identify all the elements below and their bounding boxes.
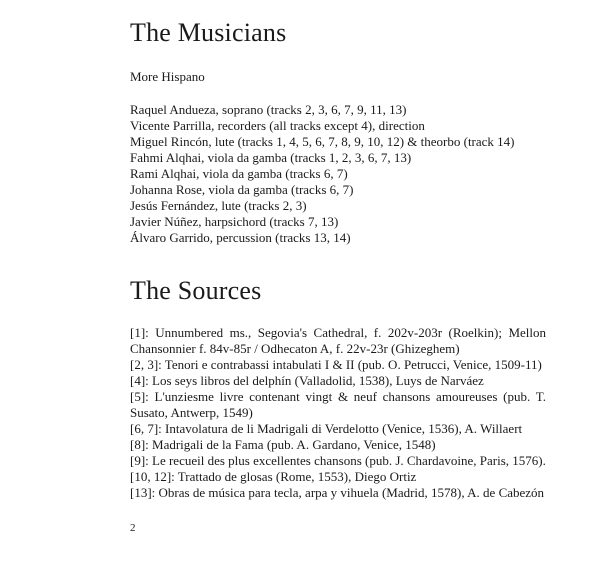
musician-entry: Rami Alqhai, viola da gamba (tracks 6, 7)	[130, 166, 348, 181]
musician-entry: Raquel Andueza, soprano (tracks 2, 3, 6, 7, 9, 11, 13)	[130, 102, 407, 117]
source-entry: [2, 3]: Tenori e contrabassi intabulati I & II (pub. O. Petrucci, Venice, 1509-11)	[130, 357, 542, 372]
source-entry: [1]: Unnumbered ms., Segovia's Cathedral, f. 202v-203r (Roelkin); Mellon Chansonnier f. 84v-85r / Odhecaton A, f. 22v-23r (Ghizeghem)	[130, 325, 546, 356]
page-number: 2	[130, 522, 136, 534]
source-entry: [5]: L'unziesme livre contenant vingt & neuf chansons amoureuses (pub. T. Susato, Antwerp, 1549)	[130, 389, 546, 420]
musician-entry: Miguel Rincón, lute (tracks 1, 4, 5, 6, 7, 8, 9, 10, 12) & theorbo (track 14)	[130, 134, 515, 149]
sources-heading: The Sources	[130, 276, 262, 305]
musicians-list	[130, 102, 515, 246]
source-entry: [6, 7]: Intavolatura de li Madrigali di Verdelotto (Venice, 1536), A. Willaert	[130, 421, 523, 436]
source-entry: [4]: Los seys libros del delphín (Valladolid, 1538), Luys de Narváez	[130, 373, 484, 388]
source-entry: [9]: Le recueil des plus excellentes chansons (pub. J. Chardavoine, Paris, 1576).	[130, 453, 546, 468]
source-entry: [10, 12]: Trattado de glosas (Rome, 1553), Diego Ortiz	[130, 469, 417, 484]
musician-entry: Álvaro Garrido, percussion (tracks 13, 14)	[130, 230, 351, 245]
musicians-heading: The Musicians	[130, 18, 287, 47]
sources-list	[130, 325, 546, 501]
musician-entry: Javier Núñez, harpsichord (tracks 7, 13)	[130, 214, 339, 229]
source-entry: [8]: Madrigali de la Fama (pub. A. Gardano, Venice, 1548)	[130, 437, 436, 452]
musician-entry: Fahmi Alqhai, viola da gamba (tracks 1, 2, 3, 6, 7, 13)	[130, 150, 412, 165]
musician-entry: Johanna Rose, viola da gamba (tracks 6, 7)	[130, 182, 354, 197]
musician-entry: Jesús Fernández, lute (tracks 2, 3)	[130, 198, 307, 213]
source-entry: [13]: Obras de música para tecla, arpa y vihuela (Madrid, 1578), A. de Cabezón	[130, 485, 545, 500]
ensemble-name: More Hispano	[130, 69, 205, 84]
musician-entry: Vicente Parrilla, recorders (all tracks except 4), direction	[130, 118, 425, 133]
